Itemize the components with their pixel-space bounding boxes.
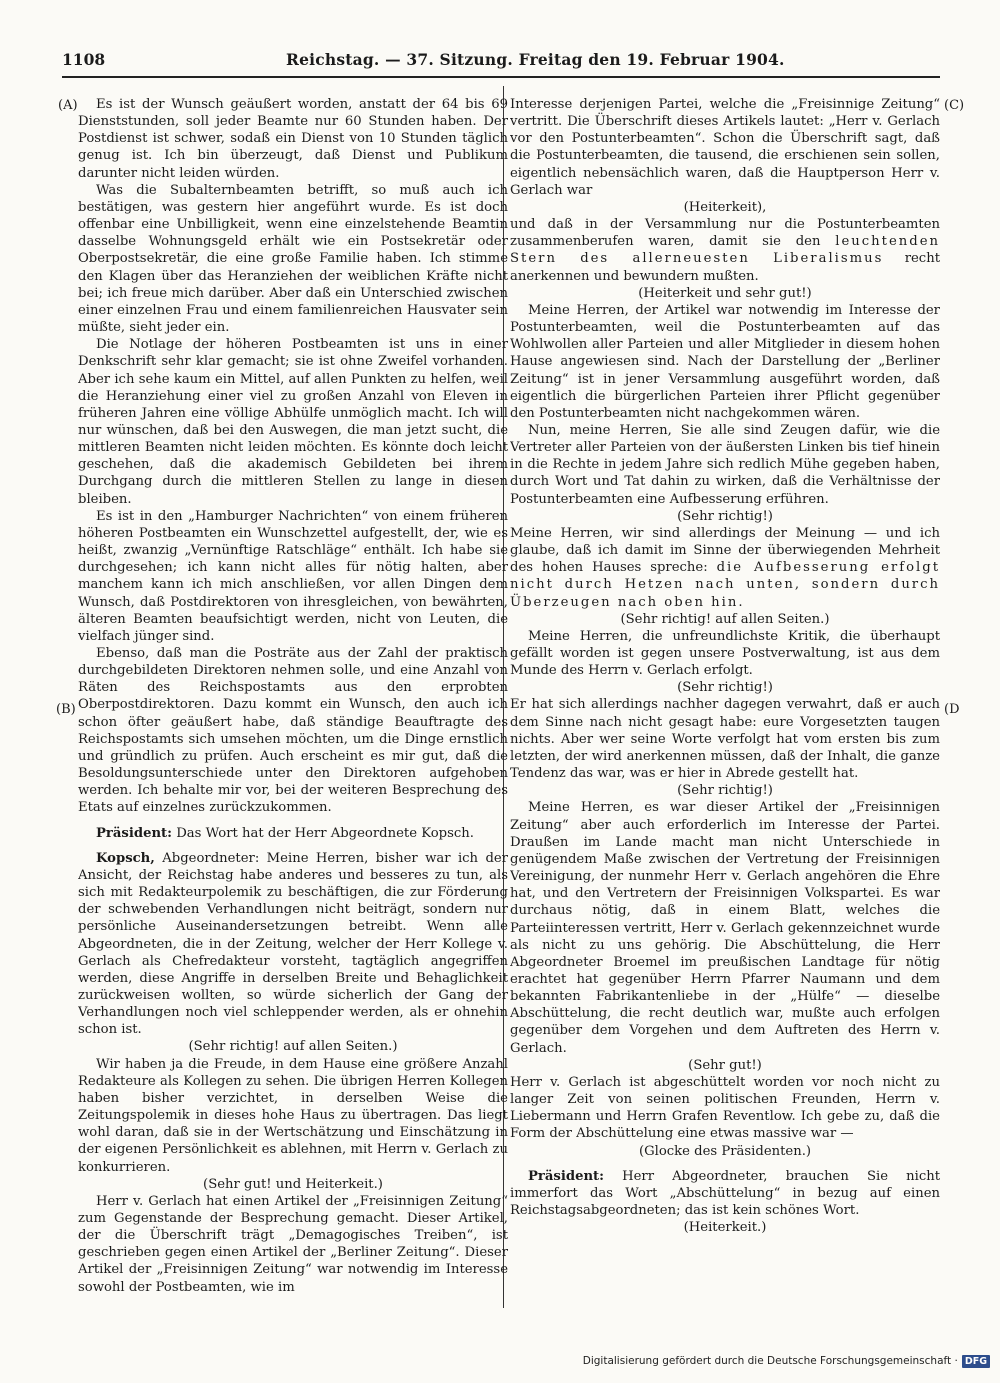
paragraph [510, 525, 940, 611]
paragraph: Die Notlage der höheren Postbeamten ist uns in einer Denkschrift sehr klar gemacht; sie ist ohne Zweifel vorhanden. Aber ich sehe kaum ein Mittel, auf allen Punkten zu helfen, weil die Heranziehung einer viel zu großen Anzahl von Eleven in früheren Jahren eine völlige Abhülfe unmöglich macht. Ich will nur wünschen, daß bei den Auswegen, die man jetzt sucht, die mittleren Beamten nicht leiden möchten. Es könnte doch leicht geschehen, daß die akademisch Gebildeten bei ihrem Durchgang durch die mittleren Stellen zu lange in diesen bleiben. [78, 337, 508, 507]
interjection: (Heiterkeit und sehr gut!) [638, 285, 812, 301]
right-column [510, 96, 940, 1311]
left-column [78, 96, 508, 1311]
interjection: (Sehr gut! und Heiterkeit.) [203, 1176, 383, 1192]
spaced-emphasis: die Aufbesserung erfolgt nicht durch Hetzen nach unten, sondern durch Überzeugen nach oben hin. [510, 560, 940, 610]
page-number: 1108 [62, 50, 106, 69]
dfg-logo: DFG [962, 1355, 990, 1368]
speaker-name: Präsident: [96, 825, 173, 841]
running-head: Reichstag. — 37. Sitzung. Freitag den 19. Februar 1904. [286, 50, 785, 69]
footer-text: Digitalisierung gefördert durch die Deutsche Forschungsgemeinschaft · [582, 1355, 958, 1367]
paragraph: Herr v. Gerlach ist abgeschüttelt worden vor noch nicht zu langer Zeit von seinen politischen Freunden, Herrn v. Liebermann und Herrn Grafen Reventlow. Ich gebe zu, daß die Form der Abschüttelung eine etwas massive war — [510, 1074, 940, 1142]
paragraph: Es ist in den „Hamburger Nachrichten“ von einem früheren höheren Postbeamten ein Wunschzettel aufgestellt, der, wie es heißt, zwanzig „Vernünftige Ratschläge“ enthält. Ich habe sie durchgesehen; ich kann nicht alles für nötig halten, aber manchem kann ich mich anschließen, vor allen Dingen dem Wunsch, daß Postdirektoren von ihresgleichen, von bewährten, älteren Beamten beaufsichtigt werden, nicht von Leuten, die vielfach jünger sind. [78, 508, 508, 644]
interjection: (Sehr gut!) [688, 1057, 762, 1073]
text-run: recht anerkennen und bewundern mußten. [510, 251, 940, 284]
interjection: (Heiterkeit.) [683, 1220, 767, 1236]
margin-marker-c: (C) [944, 98, 965, 113]
margin-marker-b: (B) [56, 702, 76, 717]
margin-marker-a: (A) [58, 98, 78, 113]
text-run: und daß in der Versammlung nur die Postunterbeamten zusammenberufen waren, damit sie den [510, 217, 940, 250]
header-rule [62, 76, 940, 78]
statement-text: Herr Abgeordneter, brauchen Sie nicht immerfort das Wort „Abschüttelung“ in bezug auf einen Reichstagsabgeordneten; das ist kein schönes Wort. [510, 1168, 940, 1218]
speaker-name: Präsident: [528, 1168, 605, 1184]
paragraph: Meine Herren, der Artikel war notwendig im Interesse der Postunterbeamten, weil die Postunterbeamten auf das Wohlwollen aller Parteien und aller Mitglieder in diesem hohen Hause angewiesen sind. Nach der Darstellung der „Berliner Zeitung“ ist in jener Versammlung ausgeführt worden, daß eigentlich die bürgerlichen Parteien ihrer Pflicht gegenüber den Postunterbeamten nicht nachgekommen wären. [510, 302, 940, 421]
paragraph: Es ist der Wunsch geäußert worden, anstatt der 64 bis 69 Dienststunden, soll jeder Beamte nur 60 Stunden haben. Der Postdienst ist schwer, sodaß ein Dienst von 10 Stunden täglich genug ist. Ich bin überzeugt, daß Dienst und Publikum darunter nicht leiden würden. [78, 97, 508, 181]
interjection: (Sehr richtig!) [677, 508, 773, 524]
paragraph: Nun, meine Herren, Sie alle sind Zeugen dafür, wie die Vertreter aller Parteien von der äußersten Linken bis tief hinein in die Rechte in jedem Jahre sich redlich Mühe gegeben haben, durch Wort und Tat dahin zu wirken, daß die Verhältnisse der Postunterbeamten eine Aufbesserung erführen. [510, 422, 940, 507]
margin-marker-d: (D [944, 702, 960, 717]
text-run: Meine Herren, wir sind allerdings der Meinung — und ich glaube, daß ich damit im Sinne der überwiegenden Mehrheit des hohen Hauses spreche: [510, 525, 940, 576]
interjection: (Glocke des Präsidenten.) [638, 1143, 812, 1159]
president-statement [78, 825, 508, 842]
interjection: (Sehr richtig!) [677, 783, 773, 799]
statement-text: Das Wort hat der Herr Abgeordnete Kopsch. [176, 825, 474, 841]
paragraph: Meine Herren, die unfreundlichste Kritik, die überhaupt gefällt worden ist gegen unsere Postverwaltung, ist aus dem Munde des Herrn v. Gerlach erfolgt. [510, 628, 940, 679]
paragraph [510, 216, 940, 285]
paragraph: Ebenso, daß man die Posträte aus der Zahl der praktisch durchgebildeten Direktoren nehmen solle, und eine Anzahl von Räten des Reichspostamts aus den erprobten Oberpostdirektoren. Dazu kommt ein Wunsch, den auch ich schon öfter geäußert habe, daß ständige Beauftragte des Reichspostamts sich umsehen möchten, um die Dinge ernstlich und gründlich zu prüfen. Auch erscheint es mir gut, daß die Besoldungsunterschiede unter den Direktoren aufgehoben werden. Ich behalte mir vor, bei der weiteren Besprechung des Etats auf einzelnes zurückzukommen. [78, 646, 508, 816]
interjection: (Sehr richtig! auf allen Seiten.) [620, 611, 830, 627]
speaker-name: Kopsch, [96, 850, 155, 866]
digitization-footer [583, 1354, 990, 1368]
running-header [62, 50, 940, 74]
paragraph: Meine Herren, es war dieser Artikel der „Freisinnigen Zeitung“ aber auch erforderlich im Interesse der Partei. Draußen im Lande macht man nicht Unterschiede in genügendem Maße zwischen der Vertretung der Freisinnigen Vereinigung, der nunmehr Herr v. Gerlach angehören die Ehre hat, und den Vertretern der Freisinnigen Volkspartei. Es war durchaus nötig, daß in einem Blatt, welches die Parteiinteressen vertritt, Herr v. Gerlach gekennzeichnet wurde als nicht zu uns gehörig. Die Abschüttelung, die Herr Abgeordneter Broemel im preußischen Landtage für nötig erachtet hat gegenüber Herrn Pfarrer Naumann und dem bekannten Fabrikantenliebe in der „Hülfe“ — dieselbe Abschüttelung, die recht deutlich war, mußte auch erfolgen gegenüber dem Vorgehen und dem Auftreten des Herrn v. Gerlach. [510, 800, 940, 1056]
paragraph: Was die Subalternbeamten betrifft, so muß auch ich bestätigen, was gestern hier angeführt wurde. Es ist doch offenbar eine Unbilligkeit, wenn eine einzelstehende Beamtin dasselbe Wohnungsgeld erhält wie ein Postsekretär oder Oberpostsekretär, die eine große Familie haben. Ich stimme den Klagen über das Heranziehen der weiblichen Kräfte nicht bei; ich freue mich darüber. Aber daß ein Unterschied zwischen einer einzelnen Frau und einem familienreichen Hausvater sein müßte, sieht jeder ein. [78, 182, 508, 336]
interjection: (Sehr richtig! auf allen Seiten.) [188, 1039, 398, 1055]
interjection: (Heiterkeit), [683, 199, 767, 215]
paragraph: Interesse derjenigen Partei, welche die „Freisinnige Zeitung“ vertritt. Die Überschrift dieses Artikels lautet: „Herr v. Gerlach vor den Postunterbeamten“. Schon die Überschrift sagt, daß die Postunterbeamten, die tausend, die erschienen sein sollen, eigentlich nebensächlich waren, daß die Hauptperson Herr v. Gerlach war [510, 97, 940, 198]
president-statement [510, 1168, 940, 1219]
speech-paragraph [78, 850, 508, 1039]
interjection: (Sehr richtig!) [677, 680, 773, 696]
spaced-emphasis: leuchtenden Stern des allerneuesten Liberalismus [510, 234, 940, 267]
speech-text: Abgeordneter: Meine Herren, bisher war ich der Ansicht, der Reichstag habe anderes und besseres zu tun, als sich mit Redakteurpolemik zu beschäftigen, die zur Förderung der schwebenden Verhandlungen nicht beiträgt, sondern nur persönliche Auseinandersetzungen betreibt. Wenn alle Abgeordneten, die in der Zeitung, welcher der Herr Kollege v. Gerlach als Chefredakteur vorsteht, tagtäglich angegriffen werden, diese Angriffe in derselben Breite und Behaglichkeit zurückweisen wollten, so würde sicherlich der Gang der Verhandlungen noch viel schleppender werden, als er ohnehin schon ist. [78, 850, 508, 1038]
paragraph: Wir haben ja die Freude, in dem Hause eine größere Anzahl Redakteure als Kollegen zu sehen. Die übrigen Herren Kollegen haben bisher verzichtet, in derselben Weise die Zeitungspolemik in dieses hohe Haus zu übertragen. Das liegt wohl daran, daß sie in der Wertschätzung und Einschätzung in der eigenen Persönlichkeit es ablehnen, mit Herrn v. Gerlach zu konkurrieren. [78, 1056, 508, 1175]
paragraph: Herr v. Gerlach hat einen Artikel der „Freisinnigen Zeitung“ zum Gegenstande der Besprechung gemacht. Dieser Artikel, der die Überschrift trägt „Demagogisches Treiben“, ist geschrieben gegen einen Artikel der „Berliner Zeitung“. Dieser Artikel der „Freisinnigen Zeitung“ war notwendig im Interesse sowohl der Postbeamten, wie im [78, 1193, 508, 1295]
paragraph: Er hat sich allerdings nachher dagegen verwahrt, daß er auch dem Sinne nach nicht gesagt habe: eure Vorgesetzten taugen nichts. Aber wer seine Worte verfolgt hat vom ersten bis zum letzten, der wird anerkennen müssen, daß der Inhalt, die ganze Tendenz das war, was er hier in Abrede gestellt hat. [510, 697, 940, 782]
